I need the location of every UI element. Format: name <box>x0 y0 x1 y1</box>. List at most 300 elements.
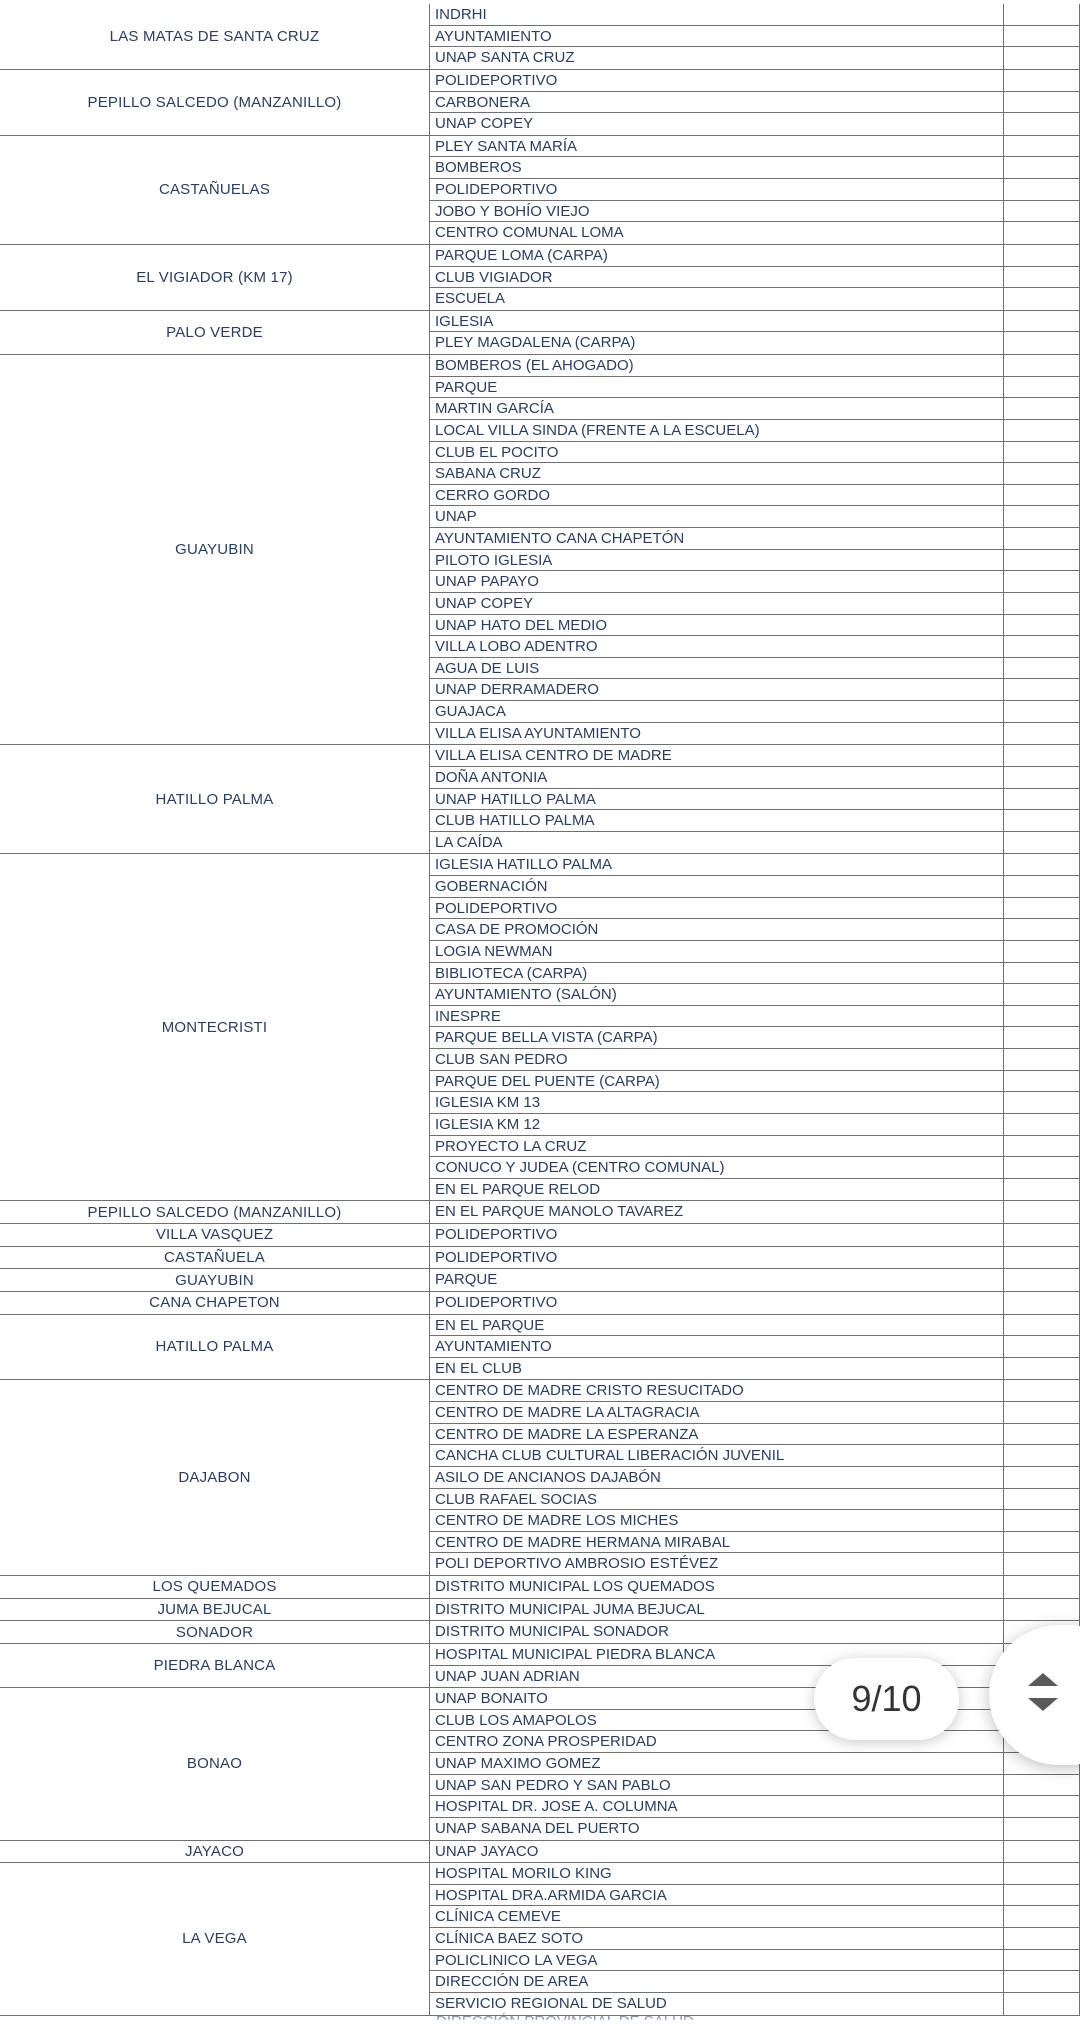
empty-cell <box>1004 26 1080 47</box>
table-row <box>430 311 1080 333</box>
locations-column <box>430 1247 1080 1269</box>
empty-cell <box>1004 810 1080 831</box>
table-row <box>430 745 1080 767</box>
location-cell: CENTRO DE MADRE LA ALTAGRACIA <box>430 1402 1004 1423</box>
location-cell: CONUCO Y JUDEA (CENTRO COMUNAL) <box>430 1157 1004 1178</box>
empty-cell <box>1004 179 1080 200</box>
empty-cell <box>1004 1489 1080 1510</box>
table-row <box>430 1179 1080 1201</box>
empty-cell <box>1004 201 1080 222</box>
empty-cell <box>1004 550 1080 571</box>
municipio-group <box>0 245 1080 311</box>
empty-cell <box>1004 1950 1080 1971</box>
municipio-group <box>0 1841 1080 1864</box>
municipio-group <box>0 355 1080 745</box>
table-row <box>430 1621 1080 1643</box>
table-row <box>430 179 1080 201</box>
empty-cell <box>1004 377 1080 398</box>
empty-cell <box>1004 70 1080 91</box>
table-row <box>430 941 1080 963</box>
table-row <box>430 136 1080 158</box>
empty-cell <box>1004 1201 1080 1223</box>
table-row <box>430 113 1080 135</box>
table-row <box>430 1027 1080 1049</box>
location-cell: PARQUE DEL PUENTE (CARPA) <box>430 1071 1004 1092</box>
empty-cell <box>1004 1247 1080 1269</box>
locations-column <box>430 1315 1080 1380</box>
table-row <box>430 157 1080 179</box>
empty-cell <box>1004 1179 1080 1201</box>
locations-column <box>430 1224 1080 1246</box>
municipio-cell: PEPILLO SALCEDO (MANZANILLO) <box>0 1201 430 1223</box>
municipio-group <box>0 4 1080 70</box>
table-row <box>430 1136 1080 1158</box>
empty-cell <box>1004 571 1080 592</box>
table-row <box>430 1445 1080 1467</box>
location-cell: MARTIN GARCÍA <box>430 398 1004 419</box>
municipio-cell: GUAYUBIN <box>0 355 430 744</box>
table-row <box>430 485 1080 507</box>
location-cell: HOSPITAL MUNICIPAL PIEDRA BLANCA <box>430 1644 1004 1665</box>
empty-cell <box>1004 679 1080 700</box>
table-row <box>430 679 1080 701</box>
table-row <box>430 1753 1080 1775</box>
table-row <box>430 1358 1080 1380</box>
municipio-cell: SONADOR <box>0 1621 430 1643</box>
empty-cell <box>1004 1092 1080 1113</box>
location-cell: VILLA ELISA AYUNTAMIENTO <box>430 723 1004 745</box>
location-cell: UNAP SANTA CRUZ <box>430 47 1004 69</box>
municipio-group <box>0 745 1080 854</box>
location-cell: CLUB EL POCITO <box>430 442 1004 463</box>
empty-cell <box>1004 723 1080 745</box>
location-cell: CLUB LOS AMAPOLOS <box>430 1710 1004 1731</box>
table-row <box>430 1201 1080 1223</box>
table-row <box>430 571 1080 593</box>
empty-cell <box>1004 1027 1080 1048</box>
table-row <box>430 963 1080 985</box>
locations-column <box>430 1863 1080 2014</box>
municipio-cell: LAS MATAS DE SANTA CRUZ <box>0 4 430 69</box>
empty-cell <box>1004 1445 1080 1466</box>
municipio-group <box>0 1269 1080 1292</box>
empty-cell <box>1004 1467 1080 1488</box>
location-cell: VILLA ELISA CENTRO DE MADRE <box>430 745 1004 766</box>
table-row <box>430 1157 1080 1179</box>
municipio-group <box>0 1621 1080 1644</box>
table-row <box>430 1885 1080 1907</box>
municipio-group <box>0 1380 1080 1576</box>
location-cell: INDRHI <box>430 4 1004 25</box>
location-cell: UNAP HATILLO PALMA <box>430 789 1004 810</box>
table-row <box>430 1380 1080 1402</box>
municipio-group <box>0 1201 1080 1224</box>
location-cell: UNAP DERRAMADERO <box>430 679 1004 700</box>
table-row <box>430 1710 1080 1732</box>
empty-cell <box>1004 1380 1080 1401</box>
location-cell: DOÑA ANTONIA <box>430 767 1004 788</box>
location-cell: PARQUE <box>430 1269 1004 1291</box>
empty-cell <box>1004 593 1080 614</box>
empty-cell <box>1004 1336 1080 1357</box>
location-cell: UNAP BONAITO <box>430 1688 1004 1709</box>
empty-cell <box>1004 4 1080 25</box>
location-cell: AYUNTAMIENTO (SALÓN) <box>430 984 1004 1005</box>
table-row <box>430 1049 1080 1071</box>
location-cell: UNAP COPEY <box>430 113 1004 135</box>
municipio-group <box>0 1599 1080 1622</box>
location-cell: CLÍNICA BAEZ SOTO <box>430 1928 1004 1949</box>
location-cell: PILOTO IGLESIA <box>430 550 1004 571</box>
table-row <box>430 377 1080 399</box>
empty-cell <box>1004 222 1080 244</box>
table-row <box>430 222 1080 244</box>
locations-column <box>430 745 1080 853</box>
locations-column <box>430 1269 1080 1291</box>
municipio-cell: PIEDRA BLANCA <box>0 1644 430 1687</box>
table-row <box>430 832 1080 854</box>
location-cell: EN EL PARQUE MANOLO TAVAREZ <box>430 1201 1004 1223</box>
location-cell: BOMBEROS (EL AHOGADO) <box>430 355 1004 376</box>
table-row <box>430 1928 1080 1950</box>
empty-cell <box>1004 136 1080 157</box>
table-row <box>430 984 1080 1006</box>
location-cell: CLUB HATILLO PALMA <box>430 810 1004 831</box>
table-row <box>430 615 1080 637</box>
municipio-group <box>0 1576 1080 1599</box>
empty-cell <box>1004 1006 1080 1027</box>
empty-cell <box>1004 528 1080 549</box>
location-cell: AYUNTAMIENTO CANA CHAPETÓN <box>430 528 1004 549</box>
empty-cell <box>1004 1796 1080 1817</box>
location-cell: CLUB RAFAEL SOCIAS <box>430 1489 1004 1510</box>
table-row <box>430 1553 1080 1575</box>
location-cell: EN EL CLUB <box>430 1358 1004 1380</box>
location-cell: BIBLIOTECA (CARPA) <box>430 963 1004 984</box>
location-cell: POLIDEPORTIVO <box>430 1224 1004 1246</box>
municipio-cell: HATILLO PALMA <box>0 1315 430 1380</box>
page-indicator: 9/10 <box>814 1658 959 1740</box>
table-row <box>430 701 1080 723</box>
location-cell: UNAP PAPAYO <box>430 571 1004 592</box>
municipio-group <box>0 1863 1080 2015</box>
empty-cell <box>1004 1315 1080 1336</box>
empty-cell <box>1004 1114 1080 1135</box>
table-row <box>430 1993 1080 2015</box>
location-cell: DISTRITO MUNICIPAL SONADOR <box>430 1621 1004 1643</box>
table-row <box>430 1841 1080 1863</box>
table-row <box>430 420 1080 442</box>
locations-column <box>430 1576 1080 1598</box>
location-cell: IGLESIA KM 13 <box>430 1092 1004 1113</box>
empty-cell <box>1004 1424 1080 1445</box>
table-row <box>430 26 1080 48</box>
municipio-cell: JAYACO <box>0 1841 430 1863</box>
empty-cell <box>1004 1841 1080 1863</box>
table-row <box>430 1510 1080 1532</box>
table-row <box>430 1971 1080 1993</box>
location-cell: GUAJACA <box>430 701 1004 722</box>
location-cell: CANCHA CLUB CULTURAL LIBERACIÓN JUVENIL <box>430 1445 1004 1466</box>
location-cell: CENTRO DE MADRE LOS MICHES <box>430 1510 1004 1531</box>
locations-column <box>430 1292 1080 1314</box>
location-cell: POLI DEPORTIVO AMBROSIO ESTÉVEZ <box>430 1553 1004 1575</box>
location-cell: POLIDEPORTIVO <box>430 1292 1004 1314</box>
municipio-cell: CANA CHAPETON <box>0 1292 430 1314</box>
table-row <box>430 1863 1080 1885</box>
location-cell: UNAP <box>430 506 1004 527</box>
table-row <box>430 1424 1080 1446</box>
empty-cell <box>1004 1928 1080 1949</box>
table-row <box>430 288 1080 310</box>
location-cell: PARQUE BELLA VISTA (CARPA) <box>430 1027 1004 1048</box>
table-row <box>430 1906 1080 1928</box>
page-bottom-edge <box>0 2020 1080 2033</box>
location-cell: IGLESIA HATILLO PALMA <box>430 854 1004 875</box>
municipio-cell: LOS QUEMADOS <box>0 1576 430 1598</box>
table-row <box>430 1688 1080 1710</box>
municipio-cell: MONTECRISTI <box>0 854 430 1200</box>
locations-column <box>430 1841 1080 1863</box>
table-row <box>430 47 1080 69</box>
empty-cell <box>1004 1993 1080 2015</box>
empty-cell <box>1004 1599 1080 1621</box>
table-row <box>430 528 1080 550</box>
empty-cell <box>1004 355 1080 376</box>
table-row <box>430 1666 1080 1688</box>
table-row <box>430 1292 1080 1314</box>
location-cell: UNAP MAXIMO GOMEZ <box>430 1753 1004 1774</box>
municipio-group <box>0 854 1080 1201</box>
locations-column <box>430 1621 1080 1643</box>
locations-column <box>430 854 1080 1200</box>
empty-cell <box>1004 1576 1080 1598</box>
location-cell: CARBONERA <box>430 92 1004 113</box>
location-cell: POLIDEPORTIVO <box>430 70 1004 91</box>
locations-column <box>430 1644 1080 1687</box>
location-cell: LA CAÍDA <box>430 832 1004 854</box>
empty-cell <box>1004 485 1080 506</box>
empty-cell <box>1004 267 1080 288</box>
table-row <box>430 1269 1080 1291</box>
table-row <box>430 593 1080 615</box>
municipio-cell: JUMA BEJUCAL <box>0 1599 430 1621</box>
empty-cell <box>1004 1136 1080 1157</box>
location-cell: CERRO GORDO <box>430 485 1004 506</box>
location-cell: UNAP SABANA DEL PUERTO <box>430 1818 1004 1840</box>
empty-cell <box>1004 288 1080 310</box>
location-cell: UNAP JUAN ADRIAN <box>430 1666 1004 1688</box>
location-cell: CENTRO DE MADRE CRISTO RESUCITADO <box>430 1380 1004 1401</box>
empty-cell <box>1004 420 1080 441</box>
table-row <box>430 767 1080 789</box>
table-row <box>430 70 1080 92</box>
location-cell: SERVICIO REGIONAL DE SALUD <box>430 1993 1004 2015</box>
empty-cell <box>1004 854 1080 875</box>
table-row <box>430 463 1080 485</box>
location-cell: POLICLINICO LA VEGA <box>430 1950 1004 1971</box>
table-row <box>430 1467 1080 1489</box>
location-cell: DIRECCIÓN DE AREA <box>430 1971 1004 1992</box>
empty-cell <box>1004 832 1080 854</box>
table-row <box>430 398 1080 420</box>
location-cell: CENTRO COMUNAL LOMA <box>430 222 1004 244</box>
municipio-group <box>0 1247 1080 1270</box>
empty-cell <box>1004 1358 1080 1380</box>
municipio-group <box>0 1292 1080 1315</box>
location-cell: SABANA CRUZ <box>430 463 1004 484</box>
table-row <box>430 355 1080 377</box>
empty-cell <box>1004 1049 1080 1070</box>
location-cell: CLUB SAN PEDRO <box>430 1049 1004 1070</box>
location-cell: UNAP HATO DEL MEDIO <box>430 615 1004 636</box>
table-row <box>430 1532 1080 1554</box>
location-cell: LOCAL VILLA SINDA (FRENTE A LA ESCUELA) <box>430 420 1004 441</box>
table-row <box>430 1336 1080 1358</box>
empty-cell <box>1004 92 1080 113</box>
municipio-group <box>0 1224 1080 1247</box>
empty-cell <box>1004 745 1080 766</box>
locations-column <box>430 1599 1080 1621</box>
locations-column <box>430 311 1080 354</box>
location-cell: IGLESIA <box>430 311 1004 332</box>
location-cell: AYUNTAMIENTO <box>430 1336 1004 1357</box>
empty-cell <box>1004 1532 1080 1553</box>
location-cell: DISTRITO MUNICIPAL LOS QUEMADOS <box>430 1576 1004 1598</box>
location-cell: ESCUELA <box>430 288 1004 310</box>
table-row <box>430 1796 1080 1818</box>
empty-cell <box>1004 157 1080 178</box>
location-cell: CASA DE PROMOCIÓN <box>430 919 1004 940</box>
municipio-cell: PALO VERDE <box>0 311 430 354</box>
empty-cell <box>1004 1269 1080 1291</box>
locations-column <box>430 70 1080 135</box>
location-cell: POLIDEPORTIVO <box>430 179 1004 200</box>
municipio-cell: DAJABON <box>0 1380 430 1575</box>
triangle-up-icon <box>1028 1673 1058 1686</box>
empty-cell <box>1004 398 1080 419</box>
municipio-cell: PEPILLO SALCEDO (MANZANILLO) <box>0 70 430 135</box>
location-cell: BOMBEROS <box>430 157 1004 178</box>
empty-cell <box>1004 701 1080 722</box>
empty-cell <box>1004 658 1080 679</box>
location-cell: DISTRITO MUNICIPAL JUMA BEJUCAL <box>430 1599 1004 1621</box>
empty-cell <box>1004 506 1080 527</box>
municipio-cell: BONAO <box>0 1688 430 1839</box>
empty-cell <box>1004 1553 1080 1575</box>
municipio-cell: CASTAÑUELAS <box>0 136 430 244</box>
empty-cell <box>1004 1863 1080 1884</box>
locations-column <box>430 245 1080 310</box>
table-row <box>430 1775 1080 1797</box>
table-row <box>430 267 1080 289</box>
location-cell: PLEY MAGDALENA (CARPA) <box>430 332 1004 354</box>
empty-cell <box>1004 1402 1080 1423</box>
empty-cell <box>1004 963 1080 984</box>
empty-cell <box>1004 615 1080 636</box>
table-row <box>430 550 1080 572</box>
locations-column <box>430 4 1080 69</box>
location-cell: INESPRE <box>430 1006 1004 1027</box>
location-cell: EN EL PARQUE RELOD <box>430 1179 1004 1201</box>
empty-cell <box>1004 876 1080 897</box>
empty-cell <box>1004 1157 1080 1178</box>
location-cell: JOBO Y BOHÍO VIEJO <box>430 201 1004 222</box>
municipio-cell: VILLA VASQUEZ <box>0 1224 430 1246</box>
locations-column <box>430 1201 1080 1223</box>
empty-cell <box>1004 1224 1080 1246</box>
locations-column <box>430 1380 1080 1575</box>
table-row <box>430 1247 1080 1269</box>
table-row <box>430 201 1080 223</box>
table-row <box>430 506 1080 528</box>
table-row <box>430 1489 1080 1511</box>
empty-cell <box>1004 47 1080 69</box>
location-cell: CLÍNICA CEMEVE <box>430 1906 1004 1927</box>
table-row <box>430 789 1080 811</box>
locations-column <box>430 355 1080 744</box>
municipio-cell: GUAYUBIN <box>0 1269 430 1291</box>
location-cell: CENTRO ZONA PROSPERIDAD <box>430 1731 1004 1752</box>
location-cell: UNAP SAN PEDRO Y SAN PABLO <box>430 1775 1004 1796</box>
municipio-group <box>0 70 1080 136</box>
table-row <box>430 898 1080 920</box>
table-row <box>430 1092 1080 1114</box>
empty-cell <box>1004 1510 1080 1531</box>
location-cell: AGUA DE LUIS <box>430 658 1004 679</box>
empty-cell <box>1004 311 1080 332</box>
table-row <box>430 4 1080 26</box>
empty-cell <box>1004 1818 1080 1840</box>
municipio-group <box>0 136 1080 245</box>
table-row <box>430 1071 1080 1093</box>
municipio-cell: EL VIGIADOR (KM 17) <box>0 245 430 310</box>
location-cell: GOBERNACIÓN <box>430 876 1004 897</box>
empty-cell <box>1004 1971 1080 1992</box>
location-cell: AYUNTAMIENTO <box>430 26 1004 47</box>
location-cell: POLIDEPORTIVO <box>430 898 1004 919</box>
location-cell: ASILO DE ANCIANOS DAJABÓN <box>430 1467 1004 1488</box>
table-row <box>430 1114 1080 1136</box>
location-cell: PARQUE <box>430 377 1004 398</box>
location-cell: LOGIA NEWMAN <box>430 941 1004 962</box>
table-row <box>430 1576 1080 1598</box>
table-row <box>430 1950 1080 1972</box>
location-cell: PLEY SANTA MARÍA <box>430 136 1004 157</box>
location-cell: POLIDEPORTIVO <box>430 1247 1004 1269</box>
table-row <box>430 1402 1080 1424</box>
empty-cell <box>1004 1071 1080 1092</box>
empty-cell <box>1004 245 1080 266</box>
table-row <box>430 636 1080 658</box>
location-cell: PARQUE LOMA (CARPA) <box>430 245 1004 266</box>
municipio-group <box>0 1315 1080 1381</box>
location-cell: CLUB VIGIADOR <box>430 267 1004 288</box>
municipio-cell: HATILLO PALMA <box>0 745 430 853</box>
table-row <box>430 1731 1080 1753</box>
location-cell: IGLESIA KM 12 <box>430 1114 1004 1135</box>
empty-cell <box>1004 332 1080 354</box>
empty-cell <box>1004 919 1080 940</box>
empty-cell <box>1004 1775 1080 1796</box>
empty-cell <box>1004 1885 1080 1906</box>
empty-cell <box>1004 984 1080 1005</box>
empty-cell <box>1004 442 1080 463</box>
empty-cell <box>1004 767 1080 788</box>
location-cell: CENTRO DE MADRE HERMANA MIRABAL <box>430 1532 1004 1553</box>
location-cell: CENTRO DE MADRE LA ESPERANZA <box>430 1424 1004 1445</box>
location-cell: UNAP JAYACO <box>430 1841 1004 1863</box>
